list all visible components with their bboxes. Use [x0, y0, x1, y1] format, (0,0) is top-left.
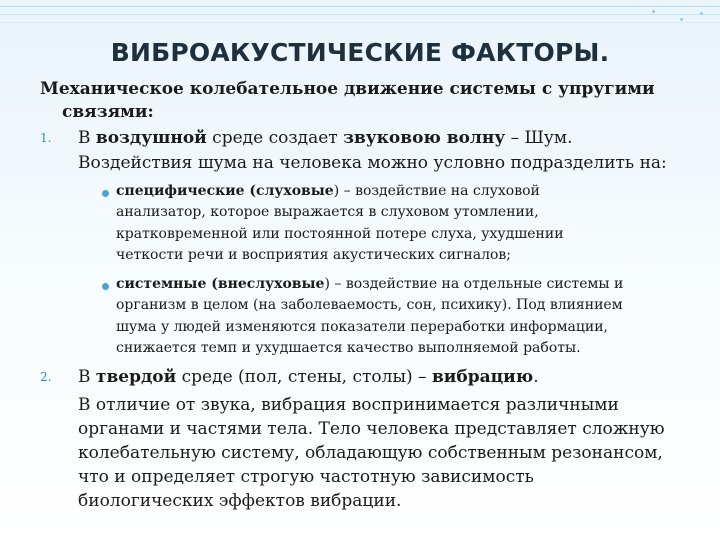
- bullet-1-line-1: [116, 181, 682, 202]
- bullet-2-line: снижается темп и ухудшается качество выполняемой работы.: [116, 339, 581, 356]
- item-number: 1.: [40, 131, 52, 145]
- text-run: В: [78, 367, 96, 387]
- text-run: среде (пол, стены, столы) –: [176, 367, 432, 387]
- item-1-line-1: [78, 126, 678, 150]
- item-1-line-2: Воздействия шума на человека можно условно подразделить на:: [78, 153, 667, 173]
- decorative-line: [0, 14, 720, 15]
- text-run: среде создает: [206, 128, 344, 148]
- bullet-icon: [102, 190, 109, 197]
- bullet-2-line: организм в целом (на заболеваемость, сон, психику). Под влиянием: [116, 297, 623, 314]
- decorative-line: [0, 6, 720, 7]
- text-run: ) – воздействие на слуховой: [333, 183, 540, 199]
- bullet-2-line-1: [116, 274, 682, 295]
- item-2-body-line: биологических эффектов вибрации.: [78, 491, 402, 511]
- text-run: .: [533, 367, 539, 387]
- bullet-icon: [102, 283, 109, 290]
- bullet-1-line: анализатор, которое выражается в слуховом утомлении,: [116, 204, 539, 221]
- bullet-1: [116, 181, 682, 266]
- text-run: ) – воздействие на отдельные системы и: [324, 276, 624, 292]
- bullet-1-line: кратковременной или постоянной потере слуха, ухудшении: [116, 225, 564, 242]
- intro-line-1: Механическое колебательное движение системы с упругими: [40, 79, 655, 99]
- item-number: 2.: [40, 370, 52, 384]
- bold-term: специфические (слуховые: [116, 183, 334, 199]
- bold-term: системные (внеслуховые: [116, 276, 325, 292]
- decorative-dot: [652, 10, 655, 13]
- bold-term: твердой: [95, 367, 177, 387]
- bullet-2: [116, 274, 682, 359]
- intro-paragraph: [40, 78, 680, 124]
- bullet-1-line: четкости речи и восприятия акустических сигналов;: [116, 246, 512, 263]
- bold-term: вибрацию: [431, 367, 534, 387]
- bullet-2-line: шума у людей изменяются показатели переработки информации,: [116, 318, 608, 335]
- bold-term: воздушной: [95, 128, 207, 148]
- item-2-body-line: колебательную систему, обладающую собственным резонансом,: [78, 443, 663, 463]
- text-run: – Шум.: [505, 128, 573, 148]
- slide-title: ВИБРОАКУСТИЧЕСКИЕ ФАКТОРЫ.: [110, 38, 610, 67]
- decorative-dot: [700, 12, 703, 15]
- item-2-line-1: [78, 365, 678, 389]
- text-run: В: [78, 128, 96, 148]
- bold-term: звуковою волну: [343, 128, 506, 148]
- decorative-dot: [680, 18, 683, 21]
- decorative-line: [0, 22, 720, 23]
- item-2-body-line: В отличие от звука, вибрация воспринимается различными: [78, 395, 619, 415]
- item-2-body: [78, 393, 678, 513]
- intro-line-2: связями:: [62, 102, 154, 122]
- item-2-body-line: что и определяет строгую частотную зависимость: [78, 467, 534, 487]
- item-2-body-line: органами и частями тела. Тело человека представляет сложную: [78, 419, 665, 439]
